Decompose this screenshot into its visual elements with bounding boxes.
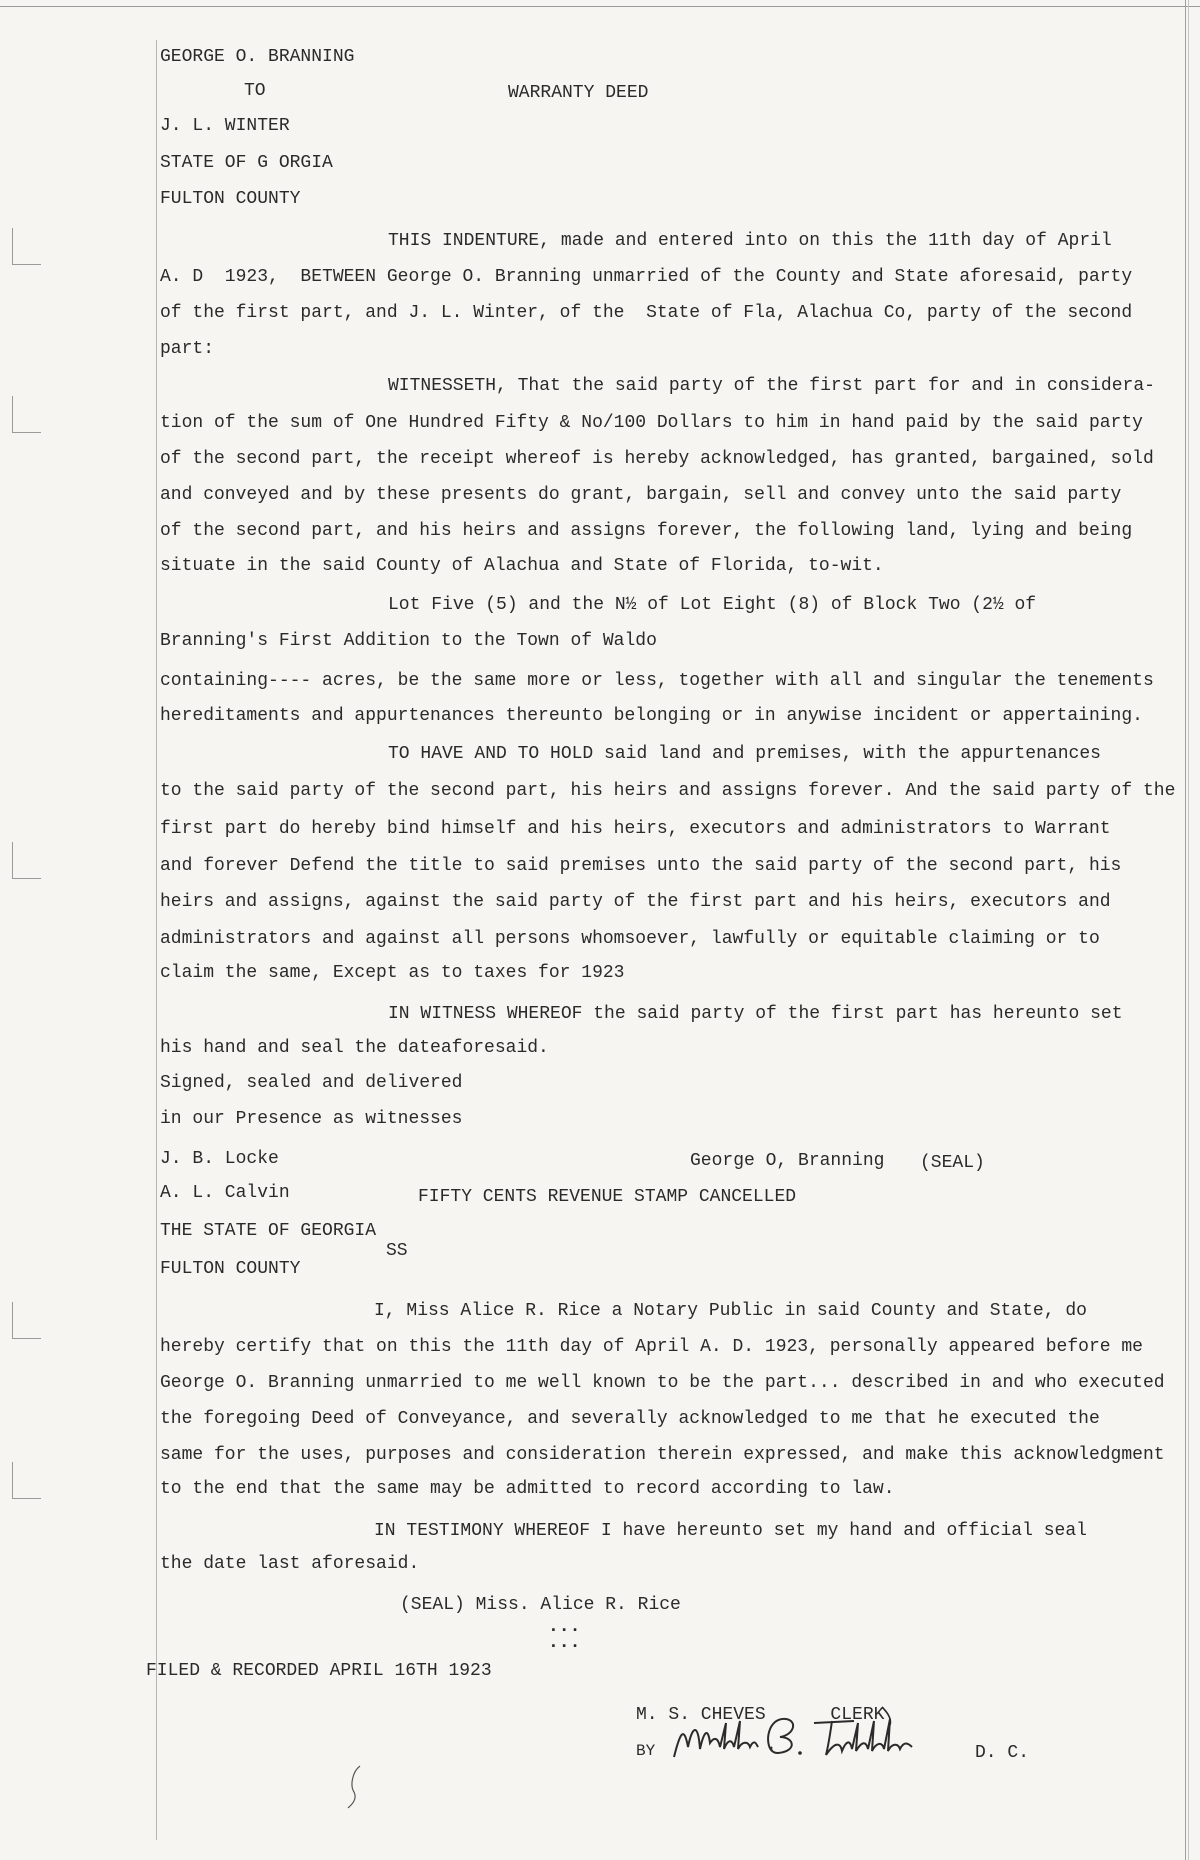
body-line: situate in the said County of Alachua and State of Florida, to-wit. <box>160 556 884 576</box>
witness-name: J. B. Locke <box>160 1149 279 1169</box>
document-title: WARRANTY DEED <box>508 83 649 103</box>
binder-mark <box>12 1302 41 1339</box>
body-line: TO HAVE AND TO HOLD said land and premises, with the appurtenances <box>388 744 1101 764</box>
body-line: his hand and seal the dateaforesaid. <box>160 1038 549 1058</box>
body-line: of the first part, and J. L. Winter, of the State of Fla, Alachua Co, party of the second <box>160 303 1133 323</box>
body-line: and conveyed and by these presents do grant, bargain, sell and convey unto the said party <box>160 485 1122 505</box>
handwritten-signature <box>668 1703 930 1769</box>
left-margin-rule <box>156 40 157 1840</box>
body-line: and forever Defend the title to said premises unto the said party of the second part, his <box>160 856 1122 876</box>
filed-recorded: FILED & RECORDED APRIL 16TH 1923 <box>146 1661 492 1681</box>
witness-name: A. L. Calvin <box>160 1183 290 1203</box>
notary-county: FULTON COUNTY <box>160 1259 301 1279</box>
body-line: IN WITNESS WHEREOF the said party of the first part has hereunto set <box>388 1004 1123 1024</box>
county-heading: FULTON COUNTY <box>160 189 301 209</box>
dots: ... <box>548 1617 581 1637</box>
body-line: administrators and against all persons whomsoever, lawfully or equitable claiming or to <box>160 929 1100 949</box>
top-border <box>0 6 1200 7</box>
notary-line: the foregoing Deed of Conveyance, and severally acknowledged to me that he executed the <box>160 1409 1100 1429</box>
notary-line: I, Miss Alice R. Rice a Notary Public in said County and State, do <box>374 1301 1087 1321</box>
body-line: heirs and assigns, against the said party of the first part and his heirs, executors and <box>160 892 1111 912</box>
notary-line: the date last aforesaid. <box>160 1554 420 1574</box>
body-line: part: <box>160 339 215 359</box>
body-line: of the second part, and his heirs and assigns forever, the following land, lying and being <box>160 521 1133 541</box>
right-border <box>1185 0 1186 1860</box>
dots: ... <box>548 1633 581 1653</box>
dc-label: D. C. <box>975 1743 1030 1763</box>
witness-line: in our Presence as witnesses <box>160 1109 463 1129</box>
witness-line: Signed, sealed and delivered <box>160 1073 463 1093</box>
stray-mark <box>340 1762 370 1812</box>
body-line: WITNESSETH, That the said party of the first part for and in considera- <box>388 376 1155 396</box>
grantee-name: J. L. WINTER <box>160 116 290 136</box>
binder-mark <box>12 228 41 265</box>
binder-mark <box>12 396 41 433</box>
to-label: TO <box>244 81 266 101</box>
notary-line: hereby certify that on this the 11th day of April A. D. 1923, personally appeared before me <box>160 1337 1143 1357</box>
notary-line: to the end that the same may be admitted to record according to law. <box>160 1479 895 1499</box>
notary-line: same for the uses, purposes and consideration therein expressed, and make this acknowledgment <box>160 1445 1165 1465</box>
body-line: of the second part, the receipt whereof is hereby acknowledged, has granted, bargained, sold <box>160 449 1154 469</box>
binder-mark <box>12 1462 41 1499</box>
revenue-stamp-note: FIFTY CENTS REVENUE STAMP CANCELLED <box>418 1187 797 1207</box>
body-line: containing---- acres, be the same more or less, together with all and singular the tenements <box>160 671 1154 691</box>
notary-state: THE STATE OF GEORGIA <box>160 1221 377 1241</box>
body-line: THIS INDENTURE, made and entered into on this the 11th day of April <box>388 231 1112 251</box>
by-label: BY <box>636 1742 656 1760</box>
notary-line: George O. Branning unmarried to me well known to be the part... described in and who executed <box>160 1373 1165 1393</box>
body-line: to the said party of the second part, his heirs and assigns forever. And the said party of the <box>160 781 1176 801</box>
ss-mark: SS <box>386 1241 408 1261</box>
body-line: first part do hereby bind himself and his heirs, executors and administrators to Warrant <box>160 819 1111 839</box>
clerk-line: M. S. CHEVES CLERK <box>636 1705 885 1725</box>
body-line: hereditaments and appurtenances thereunto belonging or in anywise incident or appertaining. <box>160 706 1143 726</box>
right-border-inner <box>1188 0 1189 1860</box>
body-line: Branning's First Addition to the Town of Waldo <box>160 631 657 651</box>
state-heading: STATE OF G ORGIA <box>160 153 333 173</box>
binder-mark <box>12 842 41 879</box>
body-line: tion of the sum of One Hundred Fifty & No/100 Dollars to him in hand paid by the said party <box>160 413 1143 433</box>
signer-name: George O, Branning <box>690 1151 885 1171</box>
seal-label: (SEAL) <box>920 1153 985 1173</box>
body-line: A. D 1923, BETWEEN George O. Branning unmarried of the County and State aforesaid, party <box>160 267 1133 287</box>
grantor-name: GEORGE O. BRANNING <box>160 47 355 67</box>
body-line: claim the same, Except as to taxes for 1923 <box>160 963 625 983</box>
body-line: Lot Five (5) and the N½ of Lot Eight (8) of Block Two (2½ of <box>388 595 1037 615</box>
notary-line: IN TESTIMONY WHEREOF I have hereunto set my hand and official seal <box>374 1521 1087 1541</box>
notary-signature: (SEAL) Miss. Alice R. Rice <box>400 1595 681 1615</box>
